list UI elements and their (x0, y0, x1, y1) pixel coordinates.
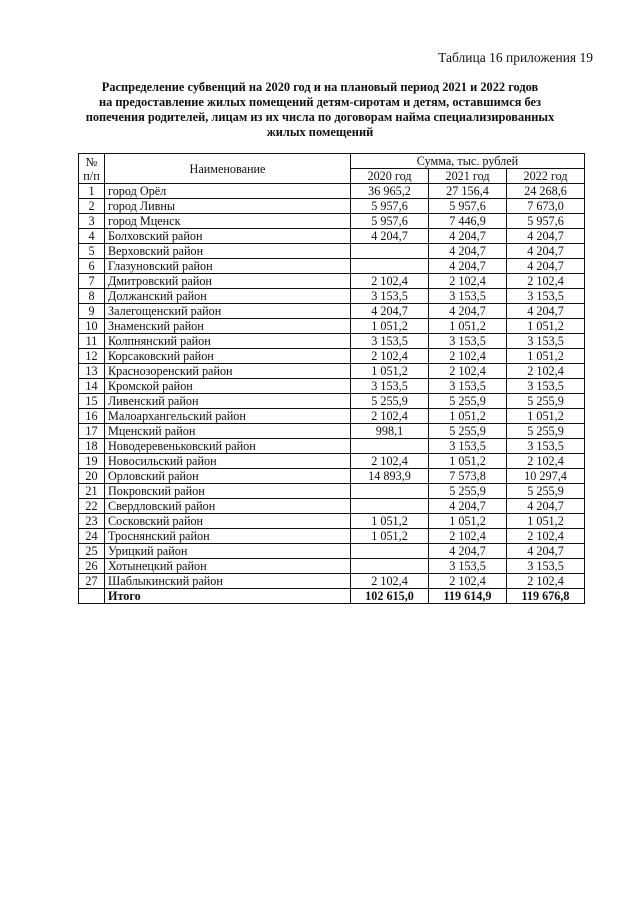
row-value-2021: 5 255,9 (429, 484, 507, 499)
row-number: 22 (79, 499, 105, 514)
row-number: 3 (79, 214, 105, 229)
row-value-2020: 2 102,4 (351, 454, 429, 469)
row-value-2022: 3 153,5 (507, 334, 585, 349)
row-value-2021: 4 204,7 (429, 229, 507, 244)
row-value-2021: 27 156,4 (429, 184, 507, 199)
row-number: 1 (79, 184, 105, 199)
table-row (79, 514, 585, 529)
table-row (79, 229, 585, 244)
row-value-2020 (351, 544, 429, 559)
row-value-2020: 5 957,6 (351, 214, 429, 229)
row-value-2022: 4 204,7 (507, 244, 585, 259)
row-number: 11 (79, 334, 105, 349)
row-value-2021: 4 204,7 (429, 244, 507, 259)
row-value-2020 (351, 244, 429, 259)
row-name: Верховский район (105, 244, 351, 259)
row-number: 2 (79, 199, 105, 214)
row-value-2021: 2 102,4 (429, 574, 507, 589)
row-number: 15 (79, 394, 105, 409)
row-number: 6 (79, 259, 105, 274)
table-row (79, 574, 585, 589)
title-line: попечения родителей, лицам из их числа по договорам найма специализированных (85, 110, 555, 124)
row-value-2020: 5 957,6 (351, 199, 429, 214)
table-row (79, 319, 585, 334)
row-value-2022: 2 102,4 (507, 574, 585, 589)
row-name: Залегощенский район (105, 304, 351, 319)
row-name: Хотынецкий район (105, 559, 351, 574)
table-row (79, 439, 585, 454)
row-name: Свердловский район (105, 499, 351, 514)
row-number: 5 (79, 244, 105, 259)
row-value-2021: 4 204,7 (429, 259, 507, 274)
table-row (79, 499, 585, 514)
row-value-2021: 3 153,5 (429, 334, 507, 349)
table-row (79, 529, 585, 544)
row-value-2021: 1 051,2 (429, 514, 507, 529)
row-name: Корсаковский район (105, 349, 351, 364)
row-name: город Мценск (105, 214, 351, 229)
row-value-2021: 1 051,2 (429, 409, 507, 424)
row-value-2021: 5 255,9 (429, 394, 507, 409)
row-number: 19 (79, 454, 105, 469)
row-value-2022: 1 051,2 (507, 409, 585, 424)
header-year-2022: 2022 год (507, 169, 585, 184)
row-value-2020: 3 153,5 (351, 379, 429, 394)
total-row (79, 589, 585, 604)
row-value-2022: 3 153,5 (507, 289, 585, 304)
row-value-2021: 3 153,5 (429, 289, 507, 304)
title-line: жилых помещений (266, 125, 374, 139)
table-row (79, 409, 585, 424)
row-value-2020: 1 051,2 (351, 319, 429, 334)
row-value-2020: 2 102,4 (351, 574, 429, 589)
row-value-2021: 2 102,4 (429, 349, 507, 364)
row-name: Мценский район (105, 424, 351, 439)
row-value-2020: 5 255,9 (351, 394, 429, 409)
total-2022: 119 676,8 (507, 589, 585, 604)
table-row (79, 214, 585, 229)
row-value-2021: 2 102,4 (429, 364, 507, 379)
row-number: 27 (79, 574, 105, 589)
row-number: 17 (79, 424, 105, 439)
row-value-2021: 5 957,6 (429, 199, 507, 214)
row-name: Троснянский район (105, 529, 351, 544)
title-line: Распределение субвенций на 2020 год и на плановый период 2021 и 2022 годов (101, 80, 539, 94)
header-sum: Сумма, тыс. рублей (351, 154, 585, 169)
row-value-2021: 2 102,4 (429, 274, 507, 289)
row-name: Малоархангельский район (105, 409, 351, 424)
row-name: Колпнянский район (105, 334, 351, 349)
row-value-2022: 1 051,2 (507, 514, 585, 529)
row-number: 20 (79, 469, 105, 484)
row-value-2021: 4 204,7 (429, 499, 507, 514)
row-name: Болховский район (105, 229, 351, 244)
row-value-2021: 2 102,4 (429, 529, 507, 544)
row-name: Шаблыкинский район (105, 574, 351, 589)
row-number: 13 (79, 364, 105, 379)
table-row (79, 544, 585, 559)
row-number: 7 (79, 274, 105, 289)
row-value-2022: 4 204,7 (507, 499, 585, 514)
row-number: 23 (79, 514, 105, 529)
row-name: Кромской район (105, 379, 351, 394)
row-name: Орловский район (105, 469, 351, 484)
row-value-2020: 3 153,5 (351, 289, 429, 304)
row-value-2020: 36 965,2 (351, 184, 429, 199)
row-value-2022: 4 204,7 (507, 259, 585, 274)
row-name: Урицкий район (105, 544, 351, 559)
row-number: 4 (79, 229, 105, 244)
title-line: на предоставление жилых помещений детям-сиротам и детям, оставшимся без (98, 95, 542, 109)
row-value-2021: 5 255,9 (429, 424, 507, 439)
table-row (79, 559, 585, 574)
row-number: 16 (79, 409, 105, 424)
row-value-2022: 5 957,6 (507, 214, 585, 229)
row-name: Новодеревеньковский район (105, 439, 351, 454)
row-value-2020: 4 204,7 (351, 229, 429, 244)
row-value-2022: 2 102,4 (507, 364, 585, 379)
table-row (79, 349, 585, 364)
row-value-2020 (351, 259, 429, 274)
row-value-2020 (351, 559, 429, 574)
total-2020: 102 615,0 (351, 589, 429, 604)
row-value-2022: 2 102,4 (507, 454, 585, 469)
table-row (79, 304, 585, 319)
header-year-2021: 2021 год (429, 169, 507, 184)
row-name: Покровский район (105, 484, 351, 499)
table-row (79, 184, 585, 199)
row-value-2021: 4 204,7 (429, 544, 507, 559)
row-name: Дмитровский район (105, 274, 351, 289)
row-number: 21 (79, 484, 105, 499)
row-value-2022: 5 255,9 (507, 424, 585, 439)
row-value-2020 (351, 499, 429, 514)
header-number-line2: п/п (83, 168, 100, 183)
row-value-2021: 1 051,2 (429, 454, 507, 469)
table-row (79, 334, 585, 349)
row-value-2022: 24 268,6 (507, 184, 585, 199)
table-row (79, 199, 585, 214)
row-value-2021: 1 051,2 (429, 319, 507, 334)
row-value-2021: 7 446,9 (429, 214, 507, 229)
header-number (79, 154, 105, 184)
row-value-2020: 4 204,7 (351, 304, 429, 319)
table-row (79, 379, 585, 394)
table-row (79, 274, 585, 289)
row-value-2020: 2 102,4 (351, 274, 429, 289)
row-number: 26 (79, 559, 105, 574)
row-value-2021: 4 204,7 (429, 304, 507, 319)
row-name: Новосильский район (105, 454, 351, 469)
row-value-2020: 1 051,2 (351, 364, 429, 379)
total-number (79, 589, 105, 604)
row-value-2022: 2 102,4 (507, 274, 585, 289)
row-name: Должанский район (105, 289, 351, 304)
table-row (79, 289, 585, 304)
row-value-2022: 4 204,7 (507, 229, 585, 244)
row-value-2022: 1 051,2 (507, 349, 585, 364)
row-value-2020 (351, 439, 429, 454)
table-row (79, 469, 585, 484)
row-number: 25 (79, 544, 105, 559)
table-row (79, 244, 585, 259)
row-value-2020 (351, 484, 429, 499)
row-value-2022: 5 255,9 (507, 484, 585, 499)
row-value-2020: 2 102,4 (351, 409, 429, 424)
row-value-2022: 3 153,5 (507, 559, 585, 574)
row-name: Глазуновский район (105, 259, 351, 274)
row-value-2022: 2 102,4 (507, 529, 585, 544)
total-2021: 119 614,9 (429, 589, 507, 604)
row-number: 10 (79, 319, 105, 334)
row-name: город Ливны (105, 199, 351, 214)
row-value-2020: 2 102,4 (351, 349, 429, 364)
table-row (79, 394, 585, 409)
row-value-2020: 1 051,2 (351, 514, 429, 529)
row-number: 14 (79, 379, 105, 394)
row-number: 18 (79, 439, 105, 454)
row-value-2021: 3 153,5 (429, 439, 507, 454)
document-title (70, 80, 570, 140)
row-number: 24 (79, 529, 105, 544)
row-value-2022: 4 204,7 (507, 544, 585, 559)
table-row (79, 364, 585, 379)
row-value-2022: 1 051,2 (507, 319, 585, 334)
row-value-2022: 7 673,0 (507, 199, 585, 214)
table-row (79, 484, 585, 499)
row-value-2022: 5 255,9 (507, 394, 585, 409)
row-number: 8 (79, 289, 105, 304)
row-name: Ливенский район (105, 394, 351, 409)
row-value-2020: 1 051,2 (351, 529, 429, 544)
row-value-2020: 14 893,9 (351, 469, 429, 484)
row-value-2022: 10 297,4 (507, 469, 585, 484)
header-year-2020: 2020 год (351, 169, 429, 184)
row-value-2022: 4 204,7 (507, 304, 585, 319)
row-name: Сосковский район (105, 514, 351, 529)
row-value-2020: 3 153,5 (351, 334, 429, 349)
header-number-line1: № (85, 154, 98, 169)
row-value-2020: 998,1 (351, 424, 429, 439)
table-caption: Таблица 16 приложения 19 (438, 50, 593, 65)
row-value-2021: 3 153,5 (429, 379, 507, 394)
row-number: 9 (79, 304, 105, 319)
header-name: Наименование (105, 154, 351, 184)
row-value-2022: 3 153,5 (507, 379, 585, 394)
row-name: Знаменский район (105, 319, 351, 334)
table-row (79, 259, 585, 274)
row-number: 12 (79, 349, 105, 364)
row-name: Краснозоренский район (105, 364, 351, 379)
total-label: Итого (105, 589, 351, 604)
row-value-2022: 3 153,5 (507, 439, 585, 454)
row-value-2021: 7 573,8 (429, 469, 507, 484)
row-value-2021: 3 153,5 (429, 559, 507, 574)
row-name: город Орёл (105, 184, 351, 199)
subsidy-table (78, 153, 585, 604)
table-row (79, 454, 585, 469)
table-row (79, 424, 585, 439)
